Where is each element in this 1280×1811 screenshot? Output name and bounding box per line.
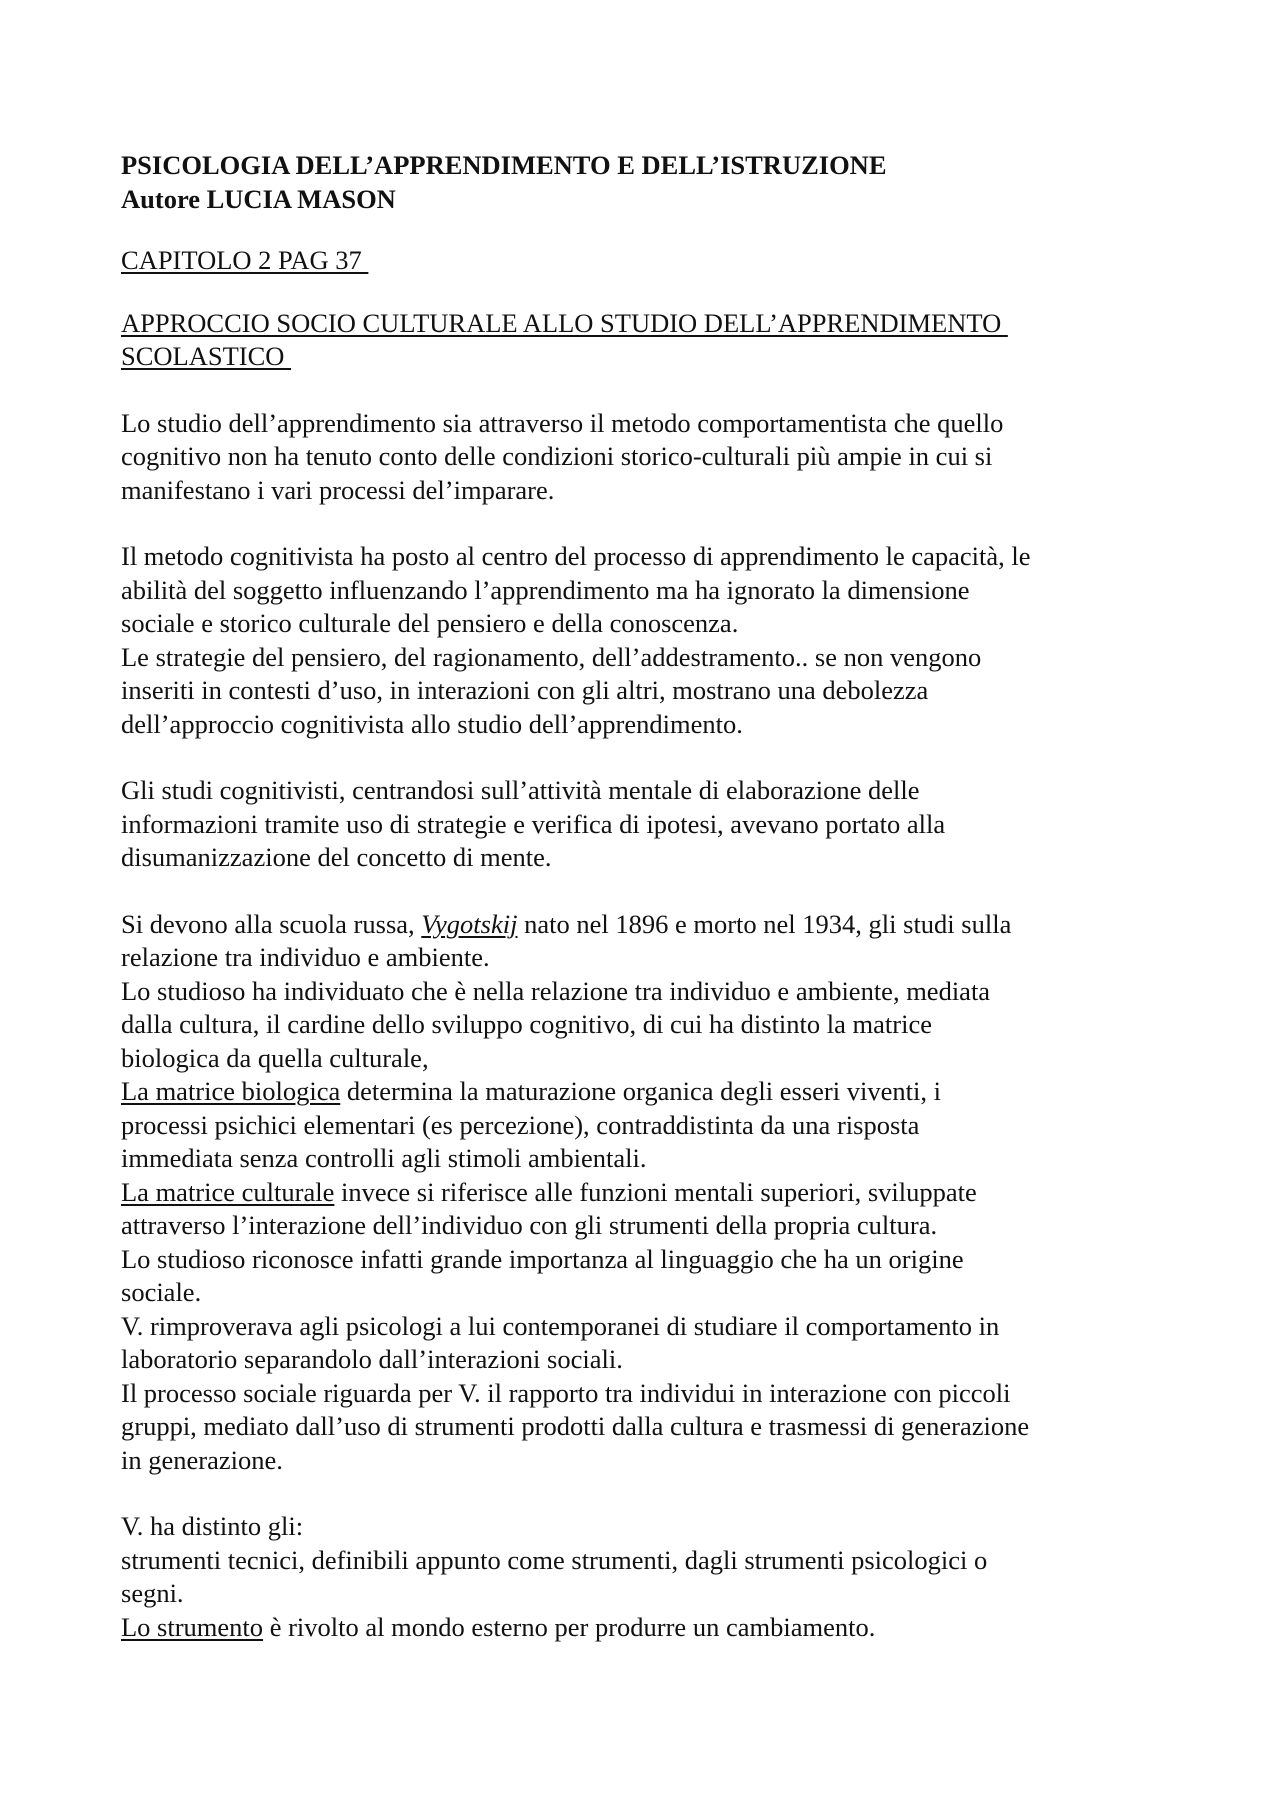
text-run: Si devono alla scuola russa,: [121, 908, 422, 939]
paragraph-4: [121, 908, 1181, 1478]
paragraph-line: laboratorio separandolo dall’interazioni sociali.: [121, 1344, 623, 1374]
text-run: invece si riferisce alle funzioni mentali superiori, sviluppate: [334, 1176, 977, 1207]
paragraph-line: Gli studi cognitivisti, centrandosi sull’attività mentale di elaborazione delle: [121, 775, 920, 805]
paragraph-line: informazioni tramite uso di strategie e verifica di ipotesi, avevano portato alla: [121, 808, 946, 839]
paragraph-line: strumenti tecnici, definibili appunto come strumenti, dagli strumenti psicologici o: [121, 1544, 988, 1575]
term-tool: Lo strumento: [121, 1611, 264, 1642]
text-run: è rivolto al mondo esterno per produrre un cambiamento.: [263, 1611, 876, 1642]
paragraph-1: [121, 407, 1181, 508]
paragraph-line: disumanizzazione del concetto di mente.: [121, 842, 552, 872]
term-biological-matrix: La matrice biologica: [121, 1076, 341, 1106]
text-run: nato nel 1896 e morto nel 1934, gli studi sulla: [517, 908, 1012, 939]
title-block: [121, 149, 1181, 216]
paragraph-line: Lo studioso ha individuato che è nella relazione tra individuo e ambiente, mediata: [121, 975, 991, 1006]
chapter-reference: [121, 244, 1181, 278]
paragraph-2: [121, 540, 1181, 741]
vygotskij-name: Vygotskij: [421, 908, 518, 939]
paragraph-3: [121, 774, 1181, 875]
section-heading-line-1: APPROCCIO SOCIO CULTURALE ALLO STUDIO DELL’APPRENDIMENTO: [121, 307, 1008, 338]
paragraph-line: manifestano i vari processi del’imparare.: [121, 474, 555, 505]
paragraph-line: gruppi, mediato dall’uso di strumenti prodotti dalla cultura e trasmessi di generazione: [121, 1411, 1030, 1441]
paragraph-line: abilità del soggetto influenzando l’apprendimento ma ha ignorato la dimensione: [121, 574, 970, 605]
paragraph-line: biologica da quella culturale,: [121, 1042, 429, 1073]
paragraph-line: segni.: [121, 1578, 184, 1608]
paragraph-line: [121, 1075, 1181, 1109]
paragraph-line: inseriti in contesti d’uso, in interazioni con gli altri, mostrano una debolezza: [121, 675, 929, 705]
paragraph-line: sociale.: [121, 1277, 202, 1307]
paragraph-line: Le strategie del pensiero, del ragionamento, dell’addestramento.. se non vengono: [121, 641, 982, 672]
paragraph-line: V. ha distinto gli:: [121, 1511, 304, 1541]
paragraph-line: Il processo sociale riguarda per V. il rapporto tra individui in interazione con piccoli: [121, 1377, 1011, 1408]
paragraph-line: sociale e storico culturale del pensiero e della conoscenza.: [121, 608, 739, 638]
paragraph-line: relazione tra individuo e ambiente.: [121, 942, 490, 972]
book-title: PSICOLOGIA DELL’APPRENDIMENTO E DELL’ISTRUZIONE: [121, 150, 887, 180]
section-heading-line-2: SCOLASTICO: [121, 341, 292, 371]
paragraph-line: attraverso l’interazione dell’individuo con gli strumenti della propria cultura.: [121, 1210, 938, 1240]
chapter-label: CAPITOLO 2 PAG 37: [121, 245, 369, 275]
section-heading: [121, 307, 1181, 374]
document-body: [121, 149, 1181, 1644]
paragraph-line: [121, 1611, 1181, 1645]
paragraph-line: [121, 908, 1181, 942]
paragraph-line: cognitivo non ha tenuto conto delle condizioni storico-culturali più ampie in cui si: [121, 441, 993, 471]
paragraph-line: processi psichici elementari (es percezione), contraddistinta da una risposta: [121, 1109, 920, 1140]
paragraph-line: dell’approccio cognitivista allo studio dell’apprendimento.: [121, 708, 743, 739]
paragraph-line: in generazione.: [121, 1444, 283, 1475]
paragraph-line: immediata senza controlli agli stimoli ambientali.: [121, 1143, 647, 1173]
paragraph-line: Il metodo cognitivista ha posto al centro del processo di apprendimento le capacità, le: [121, 541, 1031, 571]
paragraph-line: [121, 1176, 1181, 1210]
paragraph-5: [121, 1510, 1181, 1644]
paragraph-line: dalla cultura, il cardine dello sviluppo cognitivo, di cui ha distinto la matrice: [121, 1009, 932, 1039]
term-cultural-matrix: La matrice culturale: [121, 1176, 335, 1207]
paragraph-line: V. rimproverava agli psicologi a lui contemporanei di studiare il comportamento in: [121, 1310, 1000, 1341]
paragraph-line: Lo studio dell’apprendimento sia attraverso il metodo comportamentista che quello: [121, 407, 1004, 438]
paragraph-line: Lo studioso riconosce infatti grande importanza al linguaggio che ha un origine: [121, 1243, 964, 1274]
text-run: determina la maturazione organica degli esseri viventi, i: [340, 1076, 941, 1106]
book-author: Autore LUCIA MASON: [121, 183, 396, 214]
